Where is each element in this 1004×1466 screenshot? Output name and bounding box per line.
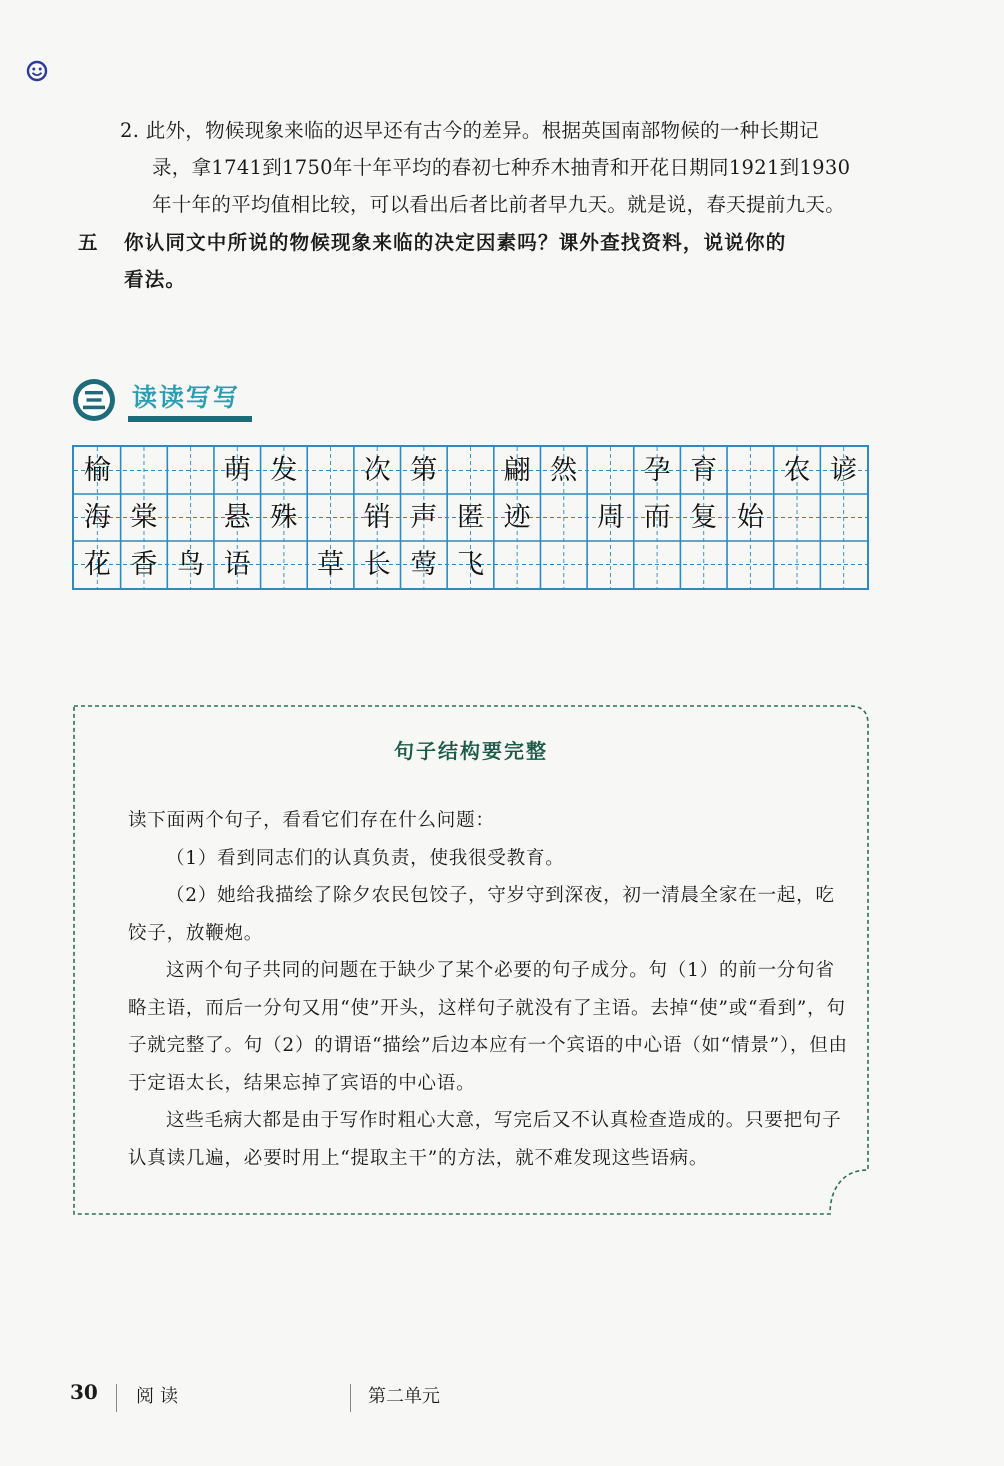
section-title-underline xyxy=(128,416,252,422)
grid-character: 农 xyxy=(783,454,811,486)
writing-tip-box xyxy=(70,702,872,1222)
grid-character: 飞 xyxy=(457,548,484,580)
question5-line2: 看法。 xyxy=(124,268,187,291)
tip-paragraph-4: 这两个句子共同的问题在于缺少了某个必要的句子成分。句（1）的前一分句省略主语，而后一分句又用“使”开头，这样句子就没有了主语。去掉“使”或“看到”，句子就完整了。句（2）的谓语“描绘”后边本应有一个宾语的中心语（如“情景”），但由于定语太长，结果忘掉了宾语的中心语。 xyxy=(128,960,848,1094)
footer-unit-label: 第二单元 xyxy=(368,1386,440,1407)
section-title: 读读写写 xyxy=(132,383,241,412)
grid-character: 始 xyxy=(736,501,764,533)
tip-paragraph-5: 这些毛病大都是由于写作时粗心大意，写完后又不认真检查造成的。只要把句子认真读几遍，必要时用上“提取主干”的方法，就不难发现这些语病。 xyxy=(128,1110,842,1169)
vocabulary-writing-grid xyxy=(72,445,869,590)
grid-character: 莺 xyxy=(410,548,438,580)
question5-line1: 你认同文中所说的物候现象来临的决定因素吗？课外查找资料，说说你的 xyxy=(124,231,787,254)
exercise-item-2 xyxy=(120,112,880,223)
grid-character: 花 xyxy=(83,548,111,580)
page-number: 30 xyxy=(70,1380,98,1404)
question-5 xyxy=(78,224,878,298)
grid-character: 翩 xyxy=(503,454,531,486)
question-number: 五 xyxy=(78,231,99,254)
tip-box-text xyxy=(128,802,848,1177)
grid-character: 第 xyxy=(410,454,438,486)
grid-character: 孕 xyxy=(643,454,671,486)
footer-section-label: 阅读 xyxy=(136,1386,184,1407)
section-number-icon xyxy=(72,378,116,422)
grid-character: 悬 xyxy=(223,501,251,533)
section-header xyxy=(72,370,262,430)
grid-character: 次 xyxy=(363,454,391,486)
grid-character: 萌 xyxy=(223,454,251,486)
footer-divider xyxy=(350,1384,351,1412)
grid-character: 发 xyxy=(270,454,298,486)
grid-character: 声 xyxy=(410,501,438,533)
grid-character: 长 xyxy=(363,548,391,580)
tip-paragraph-3: （2）她给我描绘了除夕农民包饺子，守岁守到深夜，初一清晨全家在一起，吃饺子，放鞭炮。 xyxy=(128,885,835,944)
footer-divider xyxy=(116,1384,117,1412)
tip-box-title: 句子结构要完整 xyxy=(394,739,548,763)
grid-character: 复 xyxy=(690,501,718,533)
tip-paragraph-1: 读下面两个句子，看看它们存在什么问题： xyxy=(128,810,495,831)
grid-character: 而 xyxy=(643,501,671,533)
grid-character: 殊 xyxy=(270,501,298,533)
grid-character: 育 xyxy=(690,454,718,486)
grid-character: 周 xyxy=(596,501,624,533)
grid-character: 迹 xyxy=(503,501,531,533)
grid-character: 香 xyxy=(130,548,158,580)
item2-line2: 录，拿1741到1750年十年平均的春初七种乔木抽青和开花日期同1921到1930 xyxy=(152,156,851,179)
grid-character: 语 xyxy=(223,548,251,580)
grid-character: 棠 xyxy=(130,501,158,533)
item2-line1: 2. 此外，物候现象来临的迟早还有古今的差异。根据英国南部物候的一种长期记 xyxy=(120,119,819,142)
grid-character: 榆 xyxy=(83,454,111,486)
grid-character: 草 xyxy=(317,548,345,580)
grid-character: 谚 xyxy=(830,454,858,486)
grid-character: 海 xyxy=(83,501,111,533)
grid-character: 然 xyxy=(550,454,578,486)
grid-character: 匿 xyxy=(457,501,484,533)
item2-line3: 年十年的平均值相比较，可以看出后者比前者早九天。就是说，春天提前九天。 xyxy=(152,193,846,216)
smiley-icon xyxy=(26,60,48,82)
grid-character: 销 xyxy=(363,501,391,533)
tip-paragraph-2: （1）看到同志们的认真负责，使我很受教育。 xyxy=(166,847,565,869)
grid-character: 鸟 xyxy=(177,548,205,580)
